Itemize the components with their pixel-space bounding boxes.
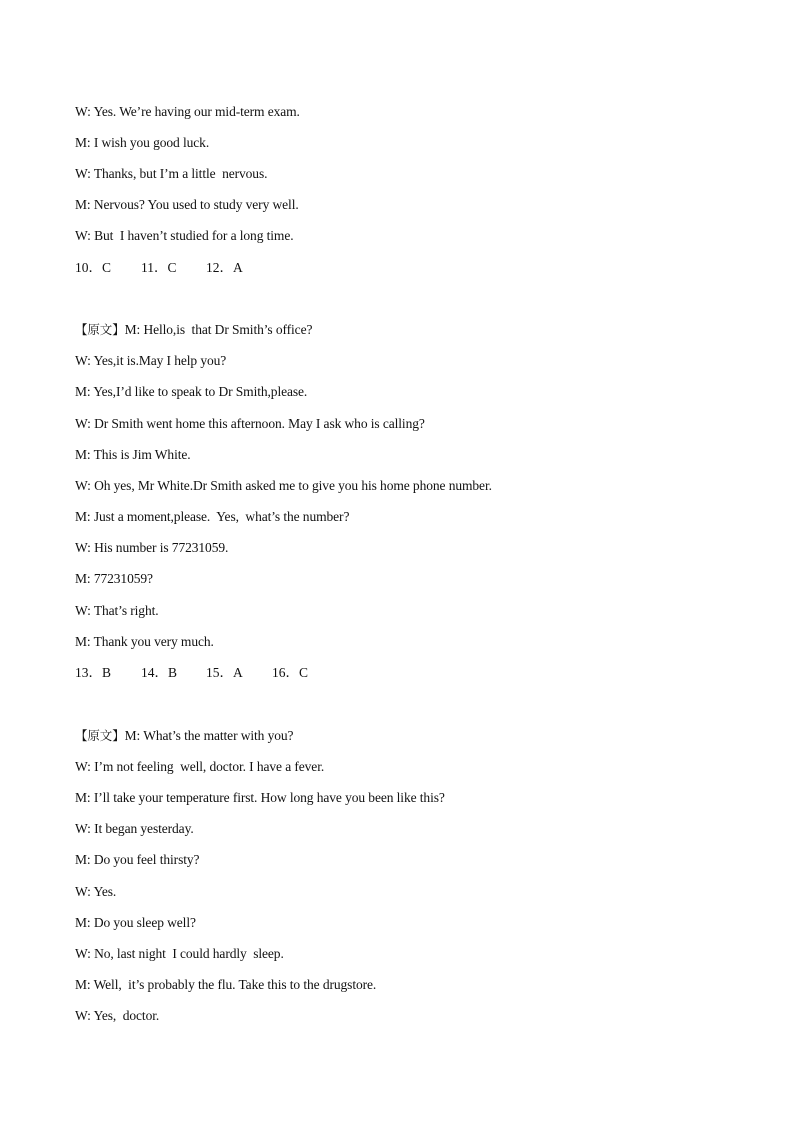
dialogue-line: W: Oh yes, Mr White.Dr Smith asked me to give you his home phone number.	[75, 478, 492, 493]
dialogue-line: M: Just a moment,please. Yes, what’s the number?	[75, 509, 350, 524]
source-marker: 【原文】	[75, 322, 125, 337]
dialogue-line: M: I’ll take your temperature first. How long have you been like this?	[75, 790, 445, 805]
dialogue-line: W: Yes,it is.May I help you?	[75, 353, 227, 368]
dialogue-line: M: Hello,is that Dr Smith’s office?	[124, 322, 313, 337]
source-heading-line	[75, 727, 293, 745]
dialogue-line: M: Nervous? You used to study very well.	[75, 197, 299, 212]
dialogue-line: W: Yes.	[75, 884, 117, 899]
dialogue-line: M: Thank you very much.	[75, 634, 214, 649]
answer-item: 12．A	[206, 260, 243, 275]
dialogue-line: M: This is Jim White.	[75, 447, 191, 462]
dialogue-line: W: Thanks, but I’m a little nervous.	[75, 166, 268, 181]
answer-key-row	[75, 664, 309, 682]
dialogue-line: M: Do you feel thirsty?	[75, 852, 200, 867]
answer-item: 16．C	[272, 665, 309, 680]
dialogue-line: M: 77231059?	[75, 571, 153, 586]
dialogue-line: M: Do you sleep well?	[75, 915, 196, 930]
answer-item: 14．B	[141, 665, 178, 680]
dialogue-line: M: What’s the matter with you?	[124, 728, 294, 743]
dialogue-line: W: That’s right.	[75, 603, 159, 618]
dialogue-line: W: No, last night I could hardly sleep.	[75, 946, 284, 961]
answer-item: 13．B	[75, 665, 112, 680]
dialogue-line: W: Yes, doctor.	[75, 1008, 160, 1023]
dialogue-line: W: Yes. We’re having our mid-term exam.	[75, 104, 300, 119]
dialogue-line: W: His number is 77231059.	[75, 540, 229, 555]
source-marker: 【原文】	[75, 728, 125, 743]
answer-item: 10．C	[75, 260, 112, 275]
dialogue-line: W: But I haven’t studied for a long time.	[75, 228, 294, 243]
source-heading-line	[75, 321, 312, 339]
dialogue-line: W: It began yesterday.	[75, 821, 194, 836]
answer-key-row	[75, 259, 243, 277]
dialogue-line: W: I’m not feeling well, doctor. I have a fever.	[75, 759, 325, 774]
dialogue-line: W: Dr Smith went home this afternoon. May I ask who is calling?	[75, 416, 425, 431]
answer-item: 11．C	[141, 260, 177, 275]
dialogue-line: M: Yes,I’d like to speak to Dr Smith,please.	[75, 384, 308, 399]
dialogue-line: M: I wish you good luck.	[75, 135, 210, 150]
answer-item: 15．A	[206, 665, 243, 680]
dialogue-line: M: Well, it’s probably the flu. Take this to the drugstore.	[75, 977, 377, 992]
